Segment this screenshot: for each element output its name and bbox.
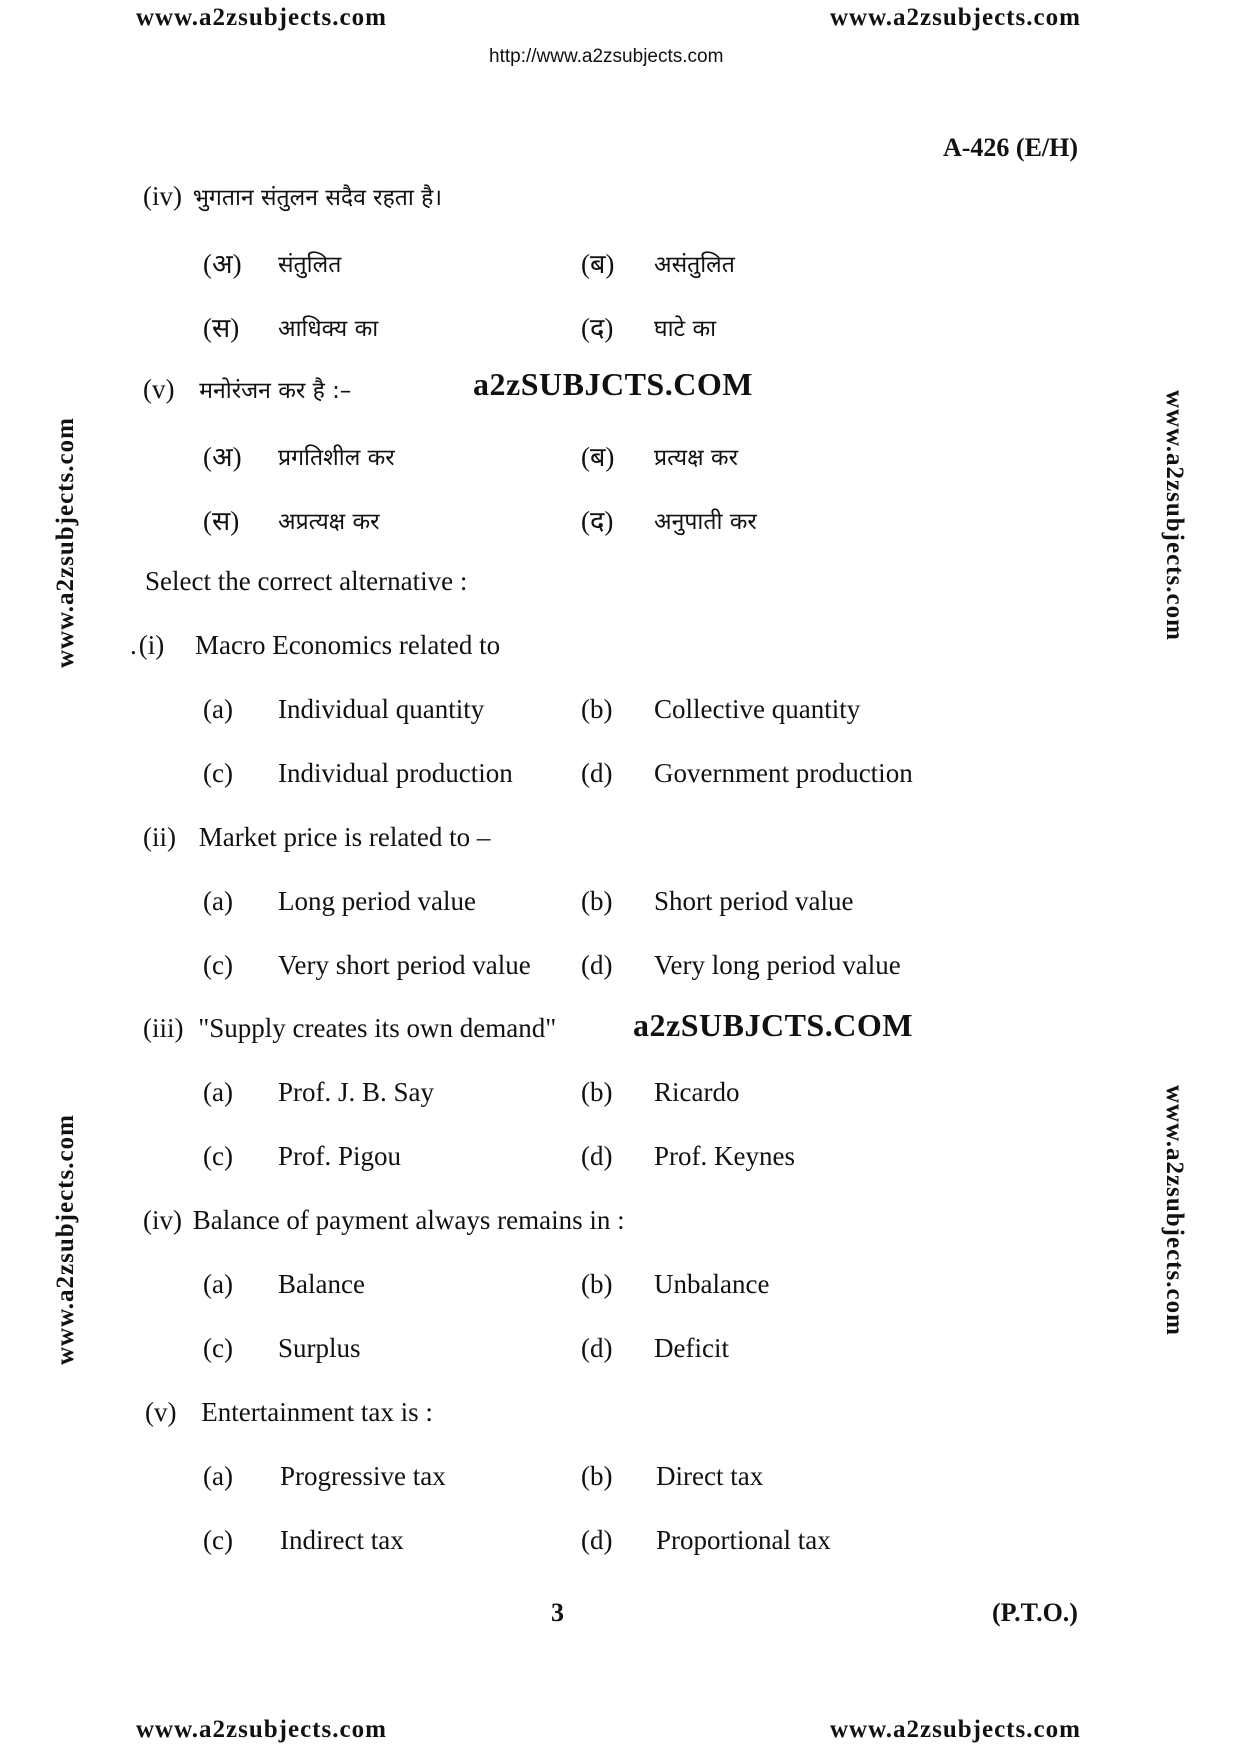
option-text: Deficit xyxy=(654,1333,729,1363)
question-number: (i) xyxy=(138,630,165,660)
watermark-bottom-right: www.a2zsubjects.com xyxy=(830,1716,1081,1743)
option-text: Ricardo xyxy=(654,1077,740,1107)
option-text: Direct tax xyxy=(656,1461,764,1491)
option-letter: (अ) xyxy=(203,249,242,279)
option-letter: (द) xyxy=(581,313,614,343)
english-question-i: .(i) Macro Economics related to xyxy=(130,630,501,660)
side-watermark-right-lower: www.a2zsubjects.com xyxy=(1161,1085,1188,1336)
question-text: भुगतान संतुलन सदैव रहता है। xyxy=(192,185,443,211)
option-text: असंतुलित xyxy=(654,252,735,278)
section-heading: Select the correct alternative : xyxy=(145,566,468,596)
option-text: Surplus xyxy=(278,1333,361,1363)
page-number: 3 xyxy=(551,1598,564,1627)
english-question-iv xyxy=(143,1205,625,1236)
option-text: संतुलित xyxy=(278,252,342,278)
paper-code: A-426 (E/H) xyxy=(943,133,1079,162)
header-url: http://www.a2zsubjects.com xyxy=(489,46,724,67)
option-text: Prof. Pigou xyxy=(278,1141,402,1171)
option-letter: (स) xyxy=(203,313,240,343)
option-letter: (b) xyxy=(581,694,613,724)
question-text: Market price is related to – xyxy=(198,822,491,852)
question-number: (v) xyxy=(143,374,175,404)
option-letter: (c) xyxy=(203,1141,233,1171)
option-text: प्रत्यक्ष कर xyxy=(654,445,738,471)
side-watermark-left-lower: www.a2zsubjects.com xyxy=(52,1114,79,1365)
option-letter: (ब) xyxy=(581,442,615,472)
option-letter: (d) xyxy=(581,758,613,788)
option-letter: (द) xyxy=(581,506,614,536)
question-text: Macro Economics related to xyxy=(194,630,501,660)
option-letter: (b) xyxy=(581,1269,613,1299)
hindi-question-v xyxy=(143,373,351,405)
question-text: Entertainment tax is : xyxy=(201,1397,433,1427)
site-stamp: a2zSUBJCTS.COM xyxy=(633,1007,913,1043)
side-watermark-right-upper: www.a2zsubjects.com xyxy=(1161,390,1188,641)
option-text: प्रगतिशील कर xyxy=(278,445,395,471)
option-text: Government production xyxy=(654,758,913,788)
option-text: Prof. J. B. Say xyxy=(278,1077,435,1107)
option-letter: (a) xyxy=(203,886,233,916)
option-letter: (ब) xyxy=(581,249,615,279)
option-letter: (d) xyxy=(581,950,613,980)
option-letter: (a) xyxy=(203,694,233,724)
option-letter: (b) xyxy=(581,1461,613,1491)
option-text: Individual production xyxy=(278,758,513,788)
option-letter: (d) xyxy=(581,1333,613,1363)
option-text: अप्रत्यक्ष कर xyxy=(278,509,380,535)
option-letter: (c) xyxy=(203,950,233,980)
option-letter: (d) xyxy=(581,1525,613,1555)
option-text: Individual quantity xyxy=(278,694,485,724)
option-text: Very short period value xyxy=(278,950,531,980)
option-letter: (अ) xyxy=(203,442,242,472)
option-text: Very long period value xyxy=(654,950,901,980)
watermark-top-right: www.a2zsubjects.com xyxy=(830,4,1081,31)
english-question-v xyxy=(145,1397,433,1428)
pto-label: (P.T.O.) xyxy=(992,1598,1078,1627)
watermark-bottom-left: www.a2zsubjects.com xyxy=(136,1716,387,1743)
option-text: घाटे का xyxy=(654,316,717,342)
option-letter: (a) xyxy=(203,1269,233,1299)
hindi-question-iv xyxy=(143,180,442,212)
english-question-iii xyxy=(143,1013,556,1044)
question-text: "Supply creates its own demand" xyxy=(198,1013,557,1043)
option-letter: (d) xyxy=(581,1141,613,1171)
question-text: Balance of payment always remains in : xyxy=(192,1205,625,1235)
option-text: Proportional tax xyxy=(656,1525,831,1555)
option-letter: (c) xyxy=(203,1333,233,1363)
option-text: अनुपाती कर xyxy=(654,509,757,535)
option-text: Long period value xyxy=(278,886,476,916)
question-number: (iv) xyxy=(143,1205,182,1235)
question-number: (iii) xyxy=(143,1013,184,1043)
site-stamp: a2zSUBJCTS.COM xyxy=(473,366,753,402)
option-text: Indirect tax xyxy=(280,1525,404,1555)
option-letter: (c) xyxy=(203,758,233,788)
option-text: Collective quantity xyxy=(654,694,861,724)
option-letter: (b) xyxy=(581,886,613,916)
option-letter: (a) xyxy=(203,1461,233,1491)
english-question-ii xyxy=(143,822,490,853)
option-letter: (स) xyxy=(203,506,240,536)
option-text: आधिक्य का xyxy=(278,316,379,342)
question-text: मनोरंजन कर है :– xyxy=(199,378,352,404)
option-letter: (a) xyxy=(203,1077,233,1107)
option-letter: (c) xyxy=(203,1525,233,1555)
question-number: (ii) xyxy=(143,822,176,852)
option-text: Prof. Keynes xyxy=(654,1141,795,1171)
option-letter: (b) xyxy=(581,1077,613,1107)
option-text: Short period value xyxy=(654,886,854,916)
option-text: Balance xyxy=(278,1269,365,1299)
option-text: Unbalance xyxy=(654,1269,770,1299)
watermark-top-left: www.a2zsubjects.com xyxy=(136,4,387,31)
option-text: Progressive tax xyxy=(280,1461,446,1491)
side-watermark-left-upper: www.a2zsubjects.com xyxy=(52,417,79,668)
question-number: (iv) xyxy=(143,181,182,211)
question-number: (v) xyxy=(145,1397,177,1427)
